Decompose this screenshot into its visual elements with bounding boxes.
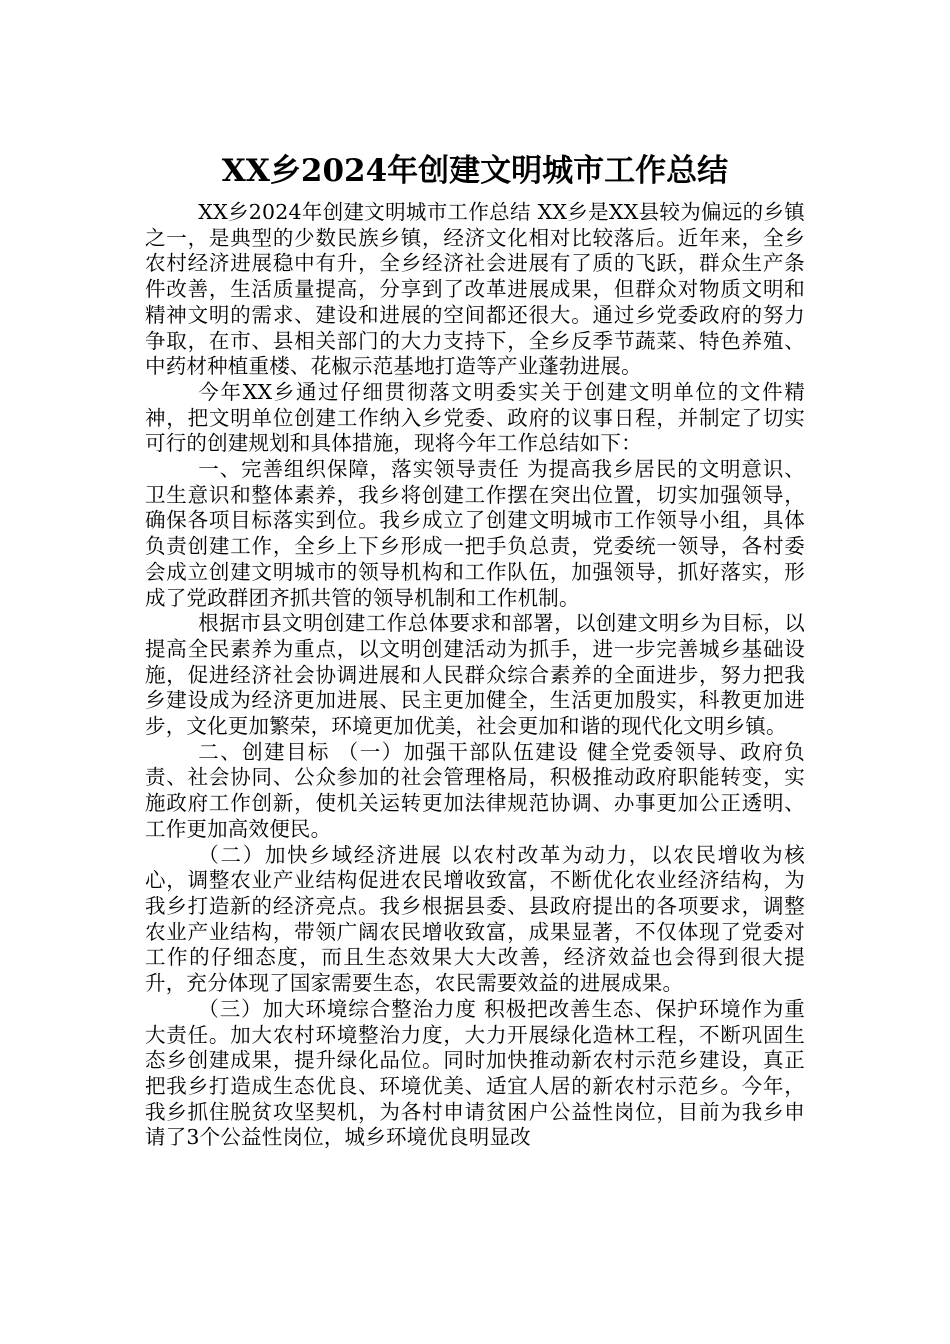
paragraph-requirements: 根据市县文明创建工作总体要求和部署，以创建文明乡为目标，以提高全民素养为重点，以文明创建活动为抓手，进一步完善城乡基础设施，促进经济社会协调进展和人民群众综合素养的全面进步，努力把我乡建设成为经济更加进展、民主更加健全，生活更加殷实，科教更加进步，文化更加繁荣，环境更加优美，社会更加和谐的现代化文明乡镇。 [145, 611, 805, 739]
document-title: XX乡2024年创建文明城市工作总结 [221, 152, 729, 189]
paragraph-intro: XX乡2024年创建文明城市工作总结 XX乡是XX县较为偏远的乡镇之一，是典型的少数民族乡镇，经济文化相对比较落后。近年来，全乡农村经济进展稳中有升，全乡经济社会进展有了质的飞跃，群众生产条件改善，生活质量提高，分享到了改革进展成果，但群众对物质文明和精神文明的需求、建设和进展的空间都还很大。通过乡党委政府的努力争取，在市、县相关部门的大力支持下，全乡反季节蔬菜、特色养殖、中药材种植重楼、花椒示范基地打造等产业蓬勃进展。 [145, 200, 805, 379]
paragraph-section-2-item-2: （二）加快乡域经济进展 以农村改革为动力，以农民增收为核心，调整农业产业结构促进农民增收致富，不断优化农业经济结构，为我乡打造新的经济亮点。我乡根据县委、县政府提出的各项要求，调整农业产业结构，带领广阔农民增收致富，成果显著，不仅体现了党委对工作的仔细态度，而且生态效果大大改善，经济效益也会得到很大提升，充分体现了国家需要生态，农民需要效益的进展成果。 [145, 842, 805, 996]
paragraph-section-1: 一、完善组织保障，落实领导责任 为提高我乡居民的文明意识、卫生意识和整体素养，我乡将创建工作摆在突出位置，切实加强领导，确保各项目标落实到位。我乡成立了创建文明城市工作领导小组，具体负责创建工作，全乡上下乡形成一把手负总责，党委统一领导，各村委会成立创建文明城市的领导机构和工作队伍，加强领导，抓好落实，形成了党政群团齐抓共管的领导机制和工作机制。 [145, 457, 805, 610]
paragraph-section-2-item-1: 二、创建目标 （一）加强干部队伍建设 健全党委领导、政府负责、社会协同、公众参加的社会管理格局，积极推动政府职能转变，实施政府工作创新，使机关运转更加法律规范协调、办事更加公正透明、工作更加高效便民。 [145, 739, 805, 841]
paragraph-section-2-item-3: （三）加大环境综合整治力度 积极把改善生态、保护环境作为重大责任。加大农村环境整治力度，大力开展绿化造林工程，不断巩固生态乡创建成果，提升绿化品位。同时加快推动新农村示范乡建设，真正把我乡打造成生态优良、环境优美、适宜人居的新农村示范乡。今年，我乡抓住脱贫攻坚契机，为各村申请贫困户公益性岗位，目前为我乡申请了3个公益性岗位，城乡环境优良明显改 [145, 996, 805, 1150]
document-body [145, 200, 805, 1151]
paragraph-overview: 今年XX乡通过仔细贯彻落文明委实关于创建文明单位的文件精神，把文明单位创建工作纳入乡党委、政府的议事日程，并制定了切实可行的创建规划和具体措施，现将今年工作总结如下： [145, 379, 805, 456]
